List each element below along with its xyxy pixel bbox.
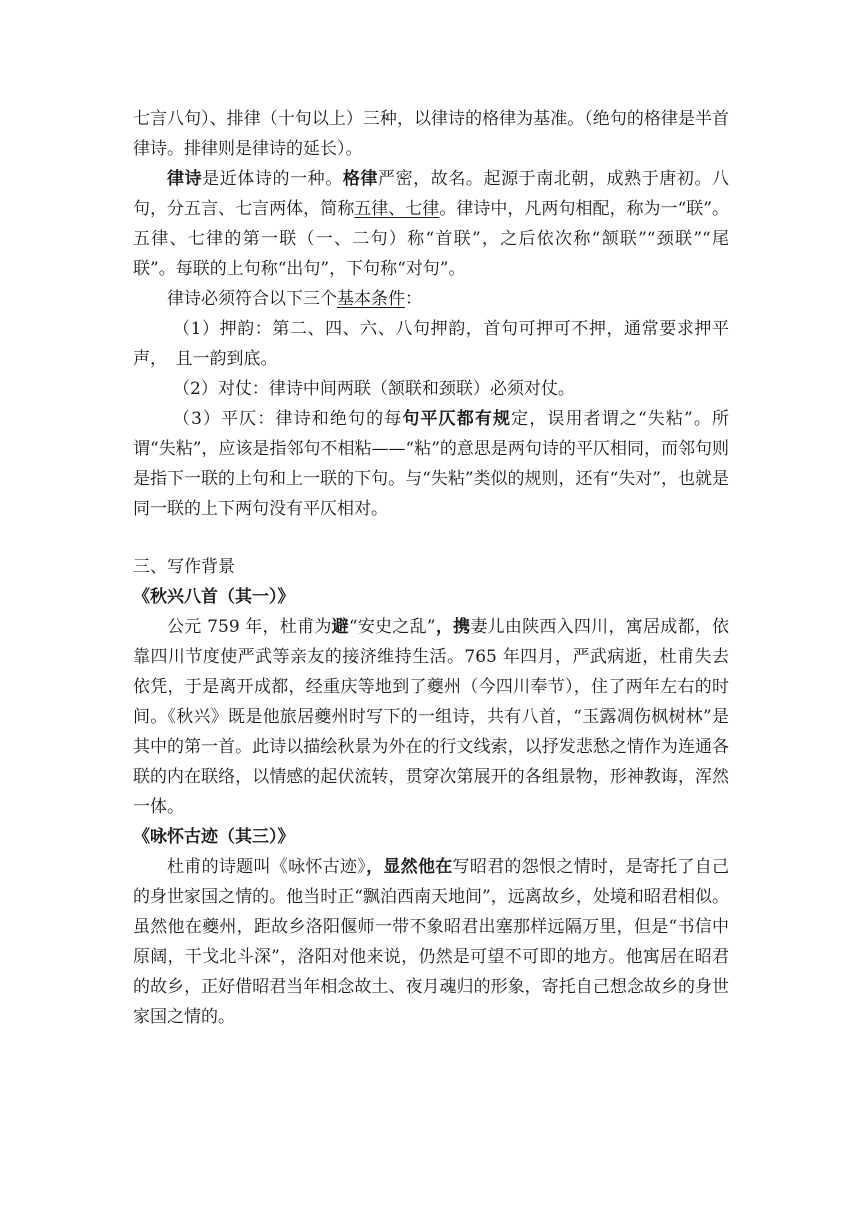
section-heading-background: 三、写作背景	[133, 557, 235, 577]
term-gelv: 格律	[342, 169, 378, 189]
bold-segment: 句平仄都有规	[402, 409, 512, 429]
bold-segment: 避	[331, 617, 349, 637]
poem-title-qiuxing: 《秋兴八首（其一）》	[133, 587, 295, 607]
bold-segment: ，显然他在	[366, 857, 453, 877]
paragraph-qiuxing-background	[133, 612, 729, 822]
document-page	[133, 104, 729, 1032]
text-segment: 是近体诗的一种。	[202, 169, 343, 189]
text-segment: 妻儿由陕西入四川，寓居成都，依靠四川节度使严武等亲友的接济维持生活。765 年四月，严武病逝，杜甫失去依凭，于是离开成都，经重庆等地到了夔州（今四川奉节），住了两年左右的时间。《秋兴》既是他旅居夔州时写下的一组诗，共有八首，“玉露凋伤枫树林”是其中的第一首。此诗以描绘秋景为外在的行文线索，以抒发悲愁之情作为连通各联的内在联络，以情感的起伏流转，贯穿次第展开的各组景物，形神教诲，浑然一体。	[133, 617, 730, 817]
paragraph-poem-forms: 七言八句）、排律（十句以上）三种，以律诗的格律为基准。（绝句的格律是半首律诗。排律则是律诗的延长）。	[133, 109, 729, 159]
poem-title-yonghuai: 《咏怀古迹（其三）》	[133, 827, 295, 847]
text-segment: ：	[405, 289, 422, 309]
term-lvshi: 律诗	[167, 169, 203, 189]
text-segment: 律诗必须符合以下三个	[167, 289, 337, 309]
text-segment: “安史之乱”	[348, 617, 436, 637]
term-wulv-qilv: 五律、七律	[354, 199, 440, 219]
text-segment: （3）平仄：律诗和绝句的每	[173, 409, 403, 429]
paragraph-conditions-intro	[133, 284, 729, 314]
text-segment: 定，误用者谓之“失粘”。所谓“失粘”，应该是指邻句不相粘——“粘”的意思是两句诗的平仄相同，而邻句则是指下一联的上句和上一联的下句。与“失粘”类似的规则，还有“失对”，也就是同一联的上下两句没有平仄相对。	[133, 409, 729, 519]
text-segment: 写昭君的怨恨之情时，是寄托了自己的身世家国之情的。他当时正“飘泊西南天地间”，远离故乡，处境和昭君相似。虽然他在夔州，距故乡洛阳偃师一带不象昭君出塞那样远隔万里，但是“书信中原阔，干戈北斗深”，洛阳对他来说，仍然是可望不可即的地方。他寓居在昭君的故乡，正好借昭君当年相念故土、夜月魂归的形象，寄托自己想念故乡的身世家国之情的。	[133, 857, 729, 1027]
text-segment: 严密，故名。起源于南北朝，成熟于唐初。八句，分五言、七言两体，简称	[133, 169, 730, 219]
condition-parallelism: （2）对仗：律诗中间两联（颔联和颈联）必须对仗。	[173, 379, 575, 399]
condition-tonal-pattern	[133, 404, 729, 524]
condition-rhyme: （1）押韵：第二、四、六、八句押韵，首句可押可不押，通常要求押平声， 且一韵到底。	[133, 319, 729, 369]
text-segment: 杜甫的诗题叫《咏怀古迹》	[167, 857, 367, 877]
text-segment: 。律诗中，凡两句相配，称为一“联”。五律、七律的第一联（一、二句）称“首联”，之后依次称“颔联”“颈联”“尾联”。每联的上句称“出句”，下句称“对句”。	[133, 199, 730, 279]
paragraph-lvshi-definition	[133, 164, 729, 284]
paragraph-yonghuai-background	[133, 852, 729, 1032]
text-segment: 公元 759 年，杜甫为	[167, 617, 332, 637]
term-basic-conditions: 基本条件	[337, 289, 405, 309]
bold-segment: ，携	[435, 617, 471, 637]
